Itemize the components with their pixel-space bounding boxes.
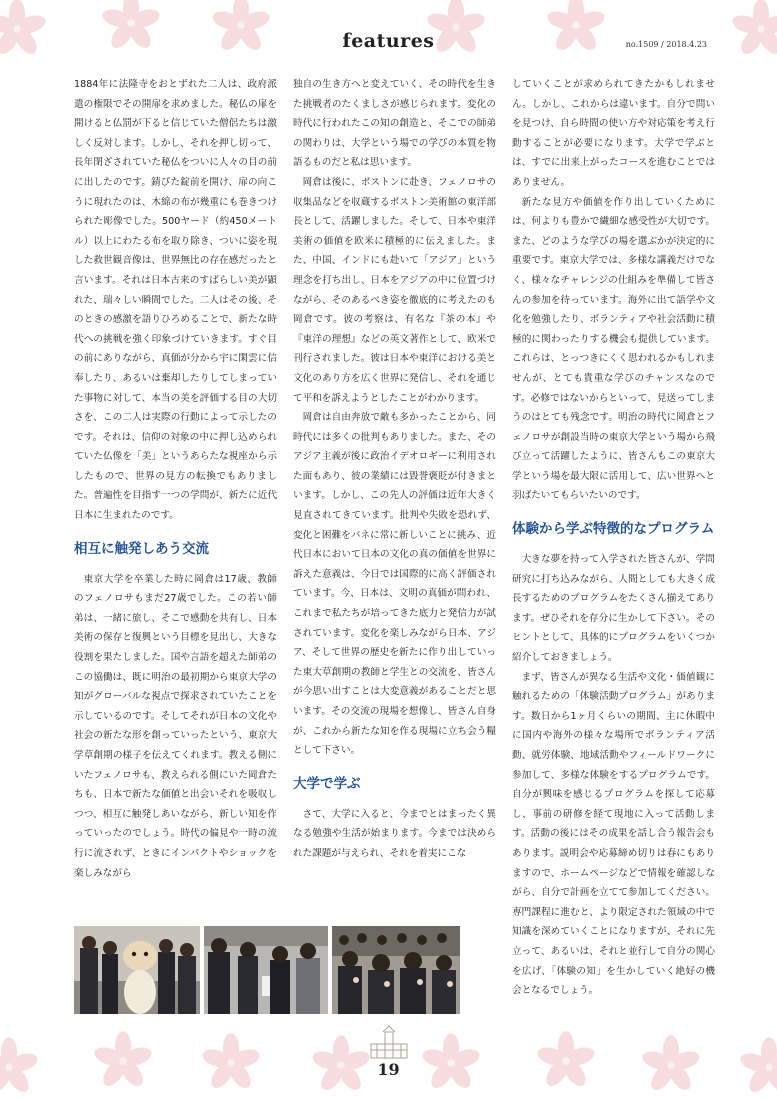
page-number: 19: [377, 1060, 400, 1079]
photo-audience-applause: [332, 926, 460, 1014]
section-heading: 相互に触発しあう交流: [74, 540, 209, 557]
section-heading: 大学で学ぶ: [293, 775, 361, 792]
paragraph: 大きな夢を持って入学された皆さんが、学問研究に打ち込みながら、人間としても大きく成長するためのプログラムをたくさん揃えてあります。ぜひそれを存分に生かして下さい。そのヒントとして、具体的にプログラムをいくつか紹介しておきましょう。: [512, 554, 715, 664]
text-column-3: [512, 75, 715, 1001]
section-title: features: [342, 30, 435, 52]
paragraph: さて、大学に入ると、今までとはまったく異なる勉強や生活が始まります。今までは決められた課題が与えられ、それを着実にこな: [293, 808, 496, 859]
text-column-1: [74, 75, 277, 883]
university-hall-icon: [367, 1024, 411, 1062]
paragraph: 岡倉は自由奔放で敵も多かったことから、同時代には多くの批判もありました。また、そのアジア主義が後に政治イデオロギーに利用された面もあり、彼の業績には毀誉褒貶が付きまといます。しかし、この先人の評価は近年大きく見直されてきています。批判や失敗を恐れず、変化と困難をバネに常に新しいことに挑み、近代日本において日本の文化の真の価値を世界に訴えた意義は、今日では国際的に高く評価されています。今、日本は、文明の真価が問われ、これまで私たちが培ってきた底力と発信力が試されています。変化を楽しみながら日本、アジア、そして世界の歴史を新たに作り出していった東大草創期の教師と学生との交流を、皆さんが今思い出すことは大変意義があることだと思います。その交流の現場を想像し、皆さん自身が、これから新たな知を作る現場に立ち会う糧として下さい。: [293, 412, 496, 757]
photo-mascot-students: [74, 926, 200, 1014]
paragraph: まず、皆さんが異なる生活や文化・価値観に触れるための「体験活動プログラム」があります。数日から1ヶ月くらいの期間、主に休暇中に国内や海外の様々な場所でボランティア活動、就労体験、地域活動やフィールドワークに参加して、多様な体験をするプログラムです。自分が興味を感じるプログラムを探して応募し、事前の研修を経て現地に入って活動します。活動の後にはその成果を話し合う報告会もあります。説明会や応募締め切りは春にもありますので、ホームページなどで情報を確認しながら、自分で計画を立てて参加してください。専門課程に進むと、より限定された領域の中で知識を深めていくことになりますが、それに先立って、あるいは、それと並行して自分の関心を広げ、「体験の知」を生かしていく絶好の機会となるでしょう。: [512, 671, 715, 997]
paragraph: 岡倉は後に、ボストンに赴き、フェノロサの収集品などを収蔵するボストン美術館の東洋部長として、活躍しました。そして、日本や東洋美術の価値を欧米に積極的に伝えました。また、中国、インドにも赴いて「アジア」という理念を打ち出し、日本をアジアの中に位置づけながら、そのあるべき姿を徹底的に考えたのも岡倉です。彼の考察は、有名な『茶の本』や『東洋の理想』などの英文著作として、欧米で刊行されました。彼は日本や東洋における美と文化のあり方を広く世界に発信し、それを通じて平和を訴えようとしたことがわかります。: [293, 176, 496, 404]
photo-ceremony-presentation: [204, 926, 328, 1014]
paragraph: 東京大学を卒業した時に岡倉は17歳、教師のフェノロサもまだ27歳でした。この若い師弟は、一緒に旅し、そこで感動を共有し、日本美術の保存と復興という目標を見出し、大きな役割を果たしました。国や言語を超えた師弟のこの協働は、既に明治の最初期から東京大学の知がグローバルな視点で探求されていたことを示しているのです。そしてそれが日本の文化や社会の新たな形を創っていったという、東京大学草創期の様子を伝えてくれます。教える側にいたフェノロサも、教えられる側にいた岡倉たちも、日本で新たな価値と出会いそれを吸収しつつ、相互に触発しあいながら、新しい知を作っていったのでしょう。時代の偏見や一時の流行に流されず、ときにインパクトやショックを楽しみながら: [74, 573, 277, 879]
text-column-2: [293, 75, 496, 864]
section-heading: 体験から学ぶ特徴的なプログラム: [512, 521, 715, 538]
issue-date: no.1509 / 2018.4.23: [625, 40, 707, 49]
photo-strip: [74, 926, 460, 1014]
paragraph: していくことが求められてきたかもしれません。しかし、これからは違います。自分で問いを見つけ、自ら時間の使い方や対応策を考え行動することが必要になります。大学で学ぶとは、すでに出来上がったコースを進むことではありません。: [512, 79, 715, 188]
paragraph: 新たな見方や価値を作り出していくためには、何よりも豊かで繊細な感受性が大切です。また、どのような学びの場を選ぶかが決定的に重要です。東京大学では、多様な講義だけでなく、様々なチャレンジの仕組みを準備して皆さんの参加を待っています。海外に出て語学や文化を勉強したり、ボランティアや社会活動に積極的に関わったりする機会も提供しています。これらは、とっつきにくく思われるかもしれませんが、とても貴重な学びのチャンスなのです。必修ではないからといって、見送ってしまうのはとても残念です。明治の時代に岡倉とフェノロサが創設当時の東京大学という場から飛び立って活躍したように、皆さんもこの東京大学という場を最大限に活用して、広い世界へと羽ばたいてもらいたいのです。: [512, 196, 715, 502]
paragraph: 1884年に法隆寺をおとずれた二人は、政府派遣の権限でその開扉を求めました。秘仏の扉を開けると仏罰が下ると信じていた僧侶たちは激しく反対します。しかし、それを押し切って、長年閉ざされていた秘仏をついに人々の目の前に出したのです。錆びた錠前を開け、扉の向こうに現れたのは、木綿の布が幾重にも巻きつけられた彫像でした。500ヤード（約450メートル）以上にわたる布を取り除き、ついに姿を現した救世観音像は、世界無比の存在感だったと言います。それは日本古来のすばらしい美が顕れた、瑞々しい瞬間でした。二人はその後、そのときの感激を語りひろめることで、新たな時代への挑戦を強く印象づけていきます。すぐ目の前にありながら、真価が分から宇に閑雲に信奉したり、あるいは棄却したりしてしまっていた事物に対して、本当の美を評価する目の大切さを、この二人は実際の行動によって示したのです。それは、信仰の対象の中に押し込められていた仏像を「美」というあらたな視座から示したもので、世界の見方の転換でもありました。普遍性を目指す一つの学問が、新たに近代日本に生まれたのです。: [74, 79, 277, 522]
paragraph: 独自の生き方へと変えていく、その時代を生きた挑戦者のたくましさが感じられます。変化の時代に行われたこの知の創造と、そこでの師弟の関わりは、大学という場での学びの本質を物語るものだと私は思います。: [293, 79, 496, 169]
